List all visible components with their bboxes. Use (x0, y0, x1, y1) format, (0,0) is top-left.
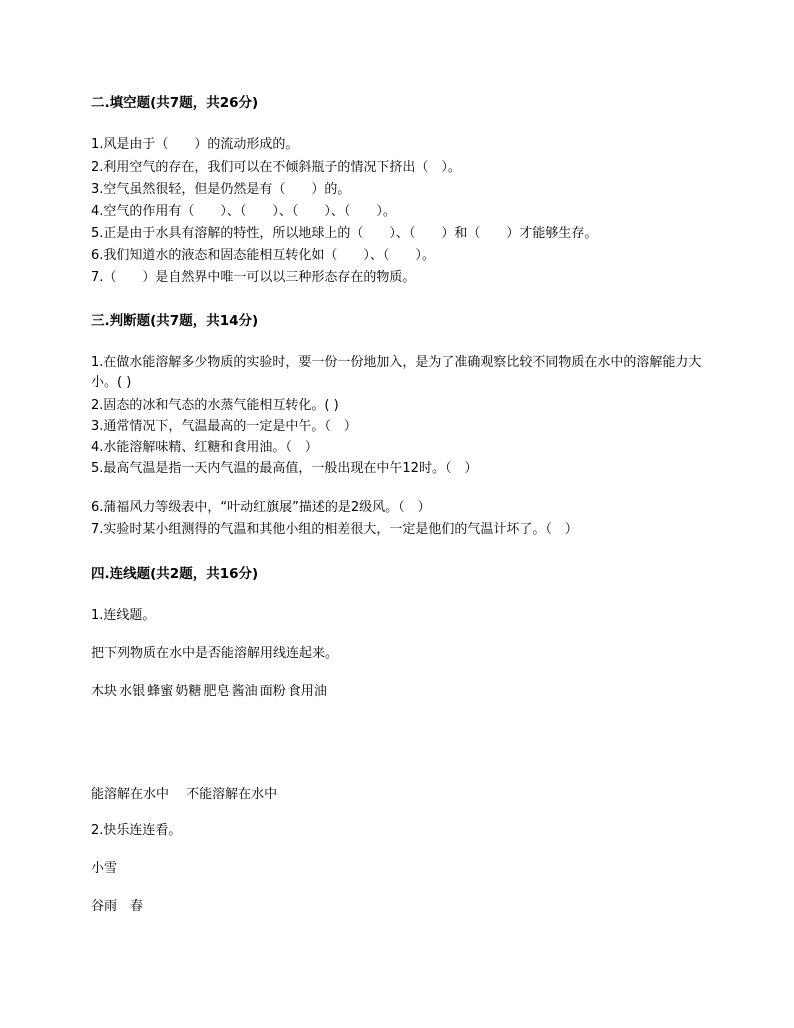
true-false-q3: 3.通常情况下，气温最高的一定是中午。（ ） (91, 419, 357, 434)
true-false-q5: 5.最高气温是指一天内气温的最高值，一般出现在中午12时。（ ） (91, 461, 478, 476)
fill-blank-q6: 6.我们知道水的液态和固态能相互转化如（ ）、（ ）。 (91, 248, 435, 263)
matching-q1-items: 木块 水银 蜂蜜 奶糖 肥皂 酱油 面粉 食用油 (91, 684, 327, 699)
fill-blank-q1: 1.风是由于（ ）的流动形成的。 (91, 137, 299, 152)
fill-blank-q2: 2.利用空气的存在，我们可以在不倾斜瓶子的情况下挤出（ ）。 (91, 160, 461, 175)
matching-q2-row1: 小雪 (91, 861, 118, 876)
section-heading-fill-blank: 二.填空题(共7题，共26分) (91, 95, 259, 111)
section-heading-true-false: 三.判断题(共7题，共14分) (91, 313, 259, 329)
matching-q1-targets: 能溶解在水中 不能溶解在水中 (91, 787, 278, 802)
fill-blank-q4: 4.空气的作用有（ ）、（ ）、（ ）、（ ）。 (91, 204, 396, 219)
matching-q2-row2: 谷雨 春 (91, 899, 144, 914)
true-false-q4: 4.水能溶解味精、红糖和食用油。（ ） (91, 440, 318, 455)
true-false-q6: 6.蒲福风力等级表中，“叶动红旗展”描述的是2级风。（ ） (91, 500, 431, 515)
matching-q1-instruction: 把下列物质在水中是否能溶解用线连起来。 (91, 646, 339, 661)
fill-blank-q7: 7.（ ）是自然界中唯一可以以三种形态存在的物质。 (91, 270, 416, 285)
section-heading-matching: 四.连线题(共2题，共16分) (91, 566, 259, 582)
matching-q1-title: 1.连线题。 (91, 608, 156, 623)
matching-q2-title: 2.快乐连连看。 (91, 823, 182, 838)
true-false-q7: 7.实验时某小组测得的气温和其他小组的相差很大，一定是他们的气温计坏了。（ ） (91, 522, 578, 537)
true-false-q2: 2.固态的冰和气态的水蒸气能相互转化。( ) (91, 398, 339, 413)
true-false-q1: 1.在做水能溶解多少物质的实验时，要一份一份地加入，是为了准确观察比较不同物质在水中的溶解能力大小。( ) (91, 355, 702, 390)
fill-blank-q5: 5.正是由于水具有溶解的特性，所以地球上的（ ）、（ ）和（ ）才能够生存。 (91, 226, 598, 241)
fill-blank-q3: 3.空气虽然很轻，但是仍然是有（ ）的。 (91, 182, 351, 197)
